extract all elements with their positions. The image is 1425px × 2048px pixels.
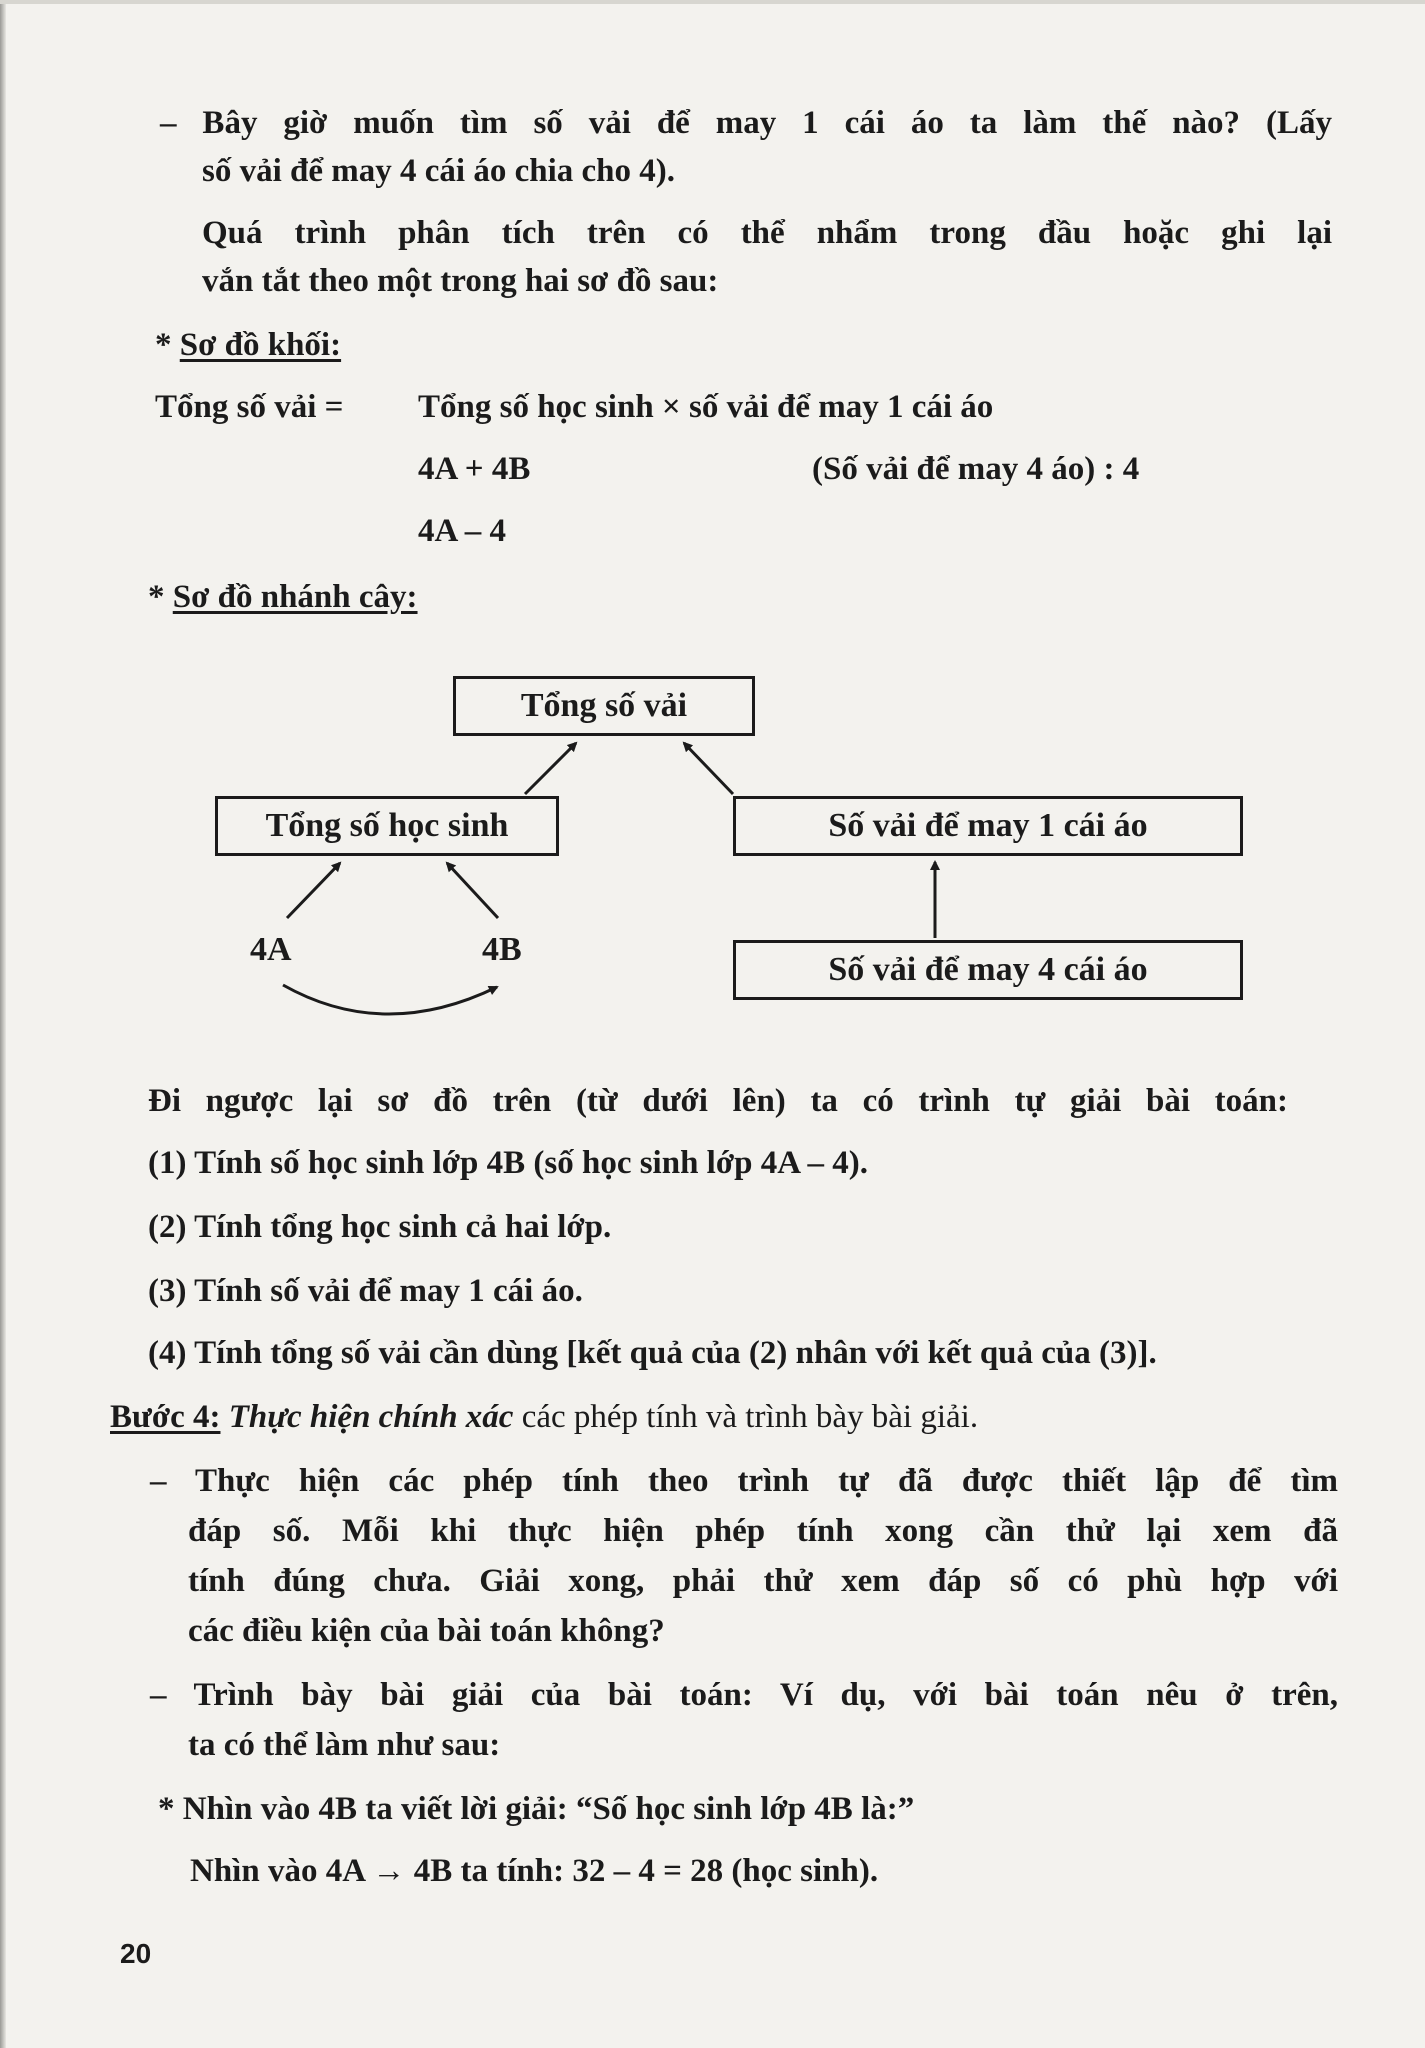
text-line: vắn tắt theo một trong hai sơ đồ sau: (202, 263, 719, 299)
text-line: – Bây giờ muốn tìm số vải để may 1 cái áo ta làm thế nào? (Lấy (160, 105, 1332, 141)
section-heading: Sơ đồ nhánh cây: (172, 579, 418, 615)
node-left: Tổng số học sinh (215, 796, 559, 856)
block-row2-left: 4A + 4B (418, 451, 531, 487)
text-line: – Thực hiện các phép tính theo trình tự đã được thiết lập để tìm (150, 1463, 1338, 1499)
leaf-4a: 4A (250, 931, 292, 968)
block-row1-left: Tổng số vải = (155, 389, 344, 425)
step4-label: Bước 4: (110, 1399, 221, 1435)
text-line: * Nhìn vào 4B ta viết lời giải: “Số học sinh lớp 4B là:” (158, 1791, 915, 1827)
step-1: (1) Tính số học sinh lớp 4B (số học sinh lớp 4A – 4). (148, 1145, 868, 1181)
step4-heading (110, 1398, 978, 1438)
arrow-4a-to-left (287, 863, 340, 918)
text-line: ta có thể làm như sau: (188, 1727, 501, 1763)
node-root: Tổng số vải (453, 676, 755, 736)
step4-emphasis: Thực hiện chính xác (228, 1399, 514, 1435)
block-row2-right: (Số vải để may 4 áo) : 4 (812, 451, 1140, 487)
step-2: (2) Tính tổng học sinh cả hai lớp. (148, 1209, 612, 1245)
section-heading: Sơ đồ khối: (179, 327, 342, 363)
text-line: đáp số. Mỗi khi thực hiện phép tính xong cần thử lại xem đã (188, 1513, 1338, 1549)
node-right: Số vải để may 1 cái áo (733, 796, 1243, 856)
node-bottom-right: Số vải để may 4 cái áo (733, 940, 1243, 1000)
text-line: các điều kiện của bài toán không? (188, 1613, 665, 1649)
page-number: 20 (120, 1938, 152, 1969)
text-line: Quá trình phân tích trên có thể nhẩm trong đầu hoặc ghi lại (202, 215, 1332, 251)
block-row3: 4A – 4 (418, 513, 507, 549)
text-line: – Trình bày bài giải của bài toán: Ví dụ, với bài toán nêu ở trên, (150, 1677, 1338, 1713)
text-line: tính đúng chưa. Giải xong, phải thử xem đáp số có phù hợp với (188, 1563, 1338, 1599)
step4-rest: các phép tính và trình bày bài giải. (521, 1399, 979, 1435)
step-4: (4) Tính tổng số vải cần dùng [kết quả của (2) nhân với kết quả của (3)]. (148, 1335, 1157, 1371)
step-3: (3) Tính số vải để may 1 cái áo. (148, 1273, 583, 1309)
arrow-left-to-root (525, 743, 576, 794)
arrow-4b-to-left (447, 863, 498, 918)
text-line: Nhìn vào 4A → 4B ta tính: 32 – 4 = 28 (học sinh). (190, 1853, 879, 1889)
bullet-star: * (155, 327, 180, 363)
steps-intro: Đi ngược lại sơ đồ trên (từ dưới lên) ta có trình tự giải bài toán: (148, 1083, 1288, 1119)
block-row1-right: Tổng số học sinh × số vải để may 1 cái áo (418, 389, 994, 425)
arrow-right-to-root (684, 743, 733, 794)
text-line: số vải để may 4 cái áo chia cho 4). (202, 153, 675, 189)
arrow-4a-to-4b-curve (283, 985, 497, 1014)
bullet-star: * (148, 579, 173, 615)
leaf-4b: 4B (482, 931, 522, 968)
